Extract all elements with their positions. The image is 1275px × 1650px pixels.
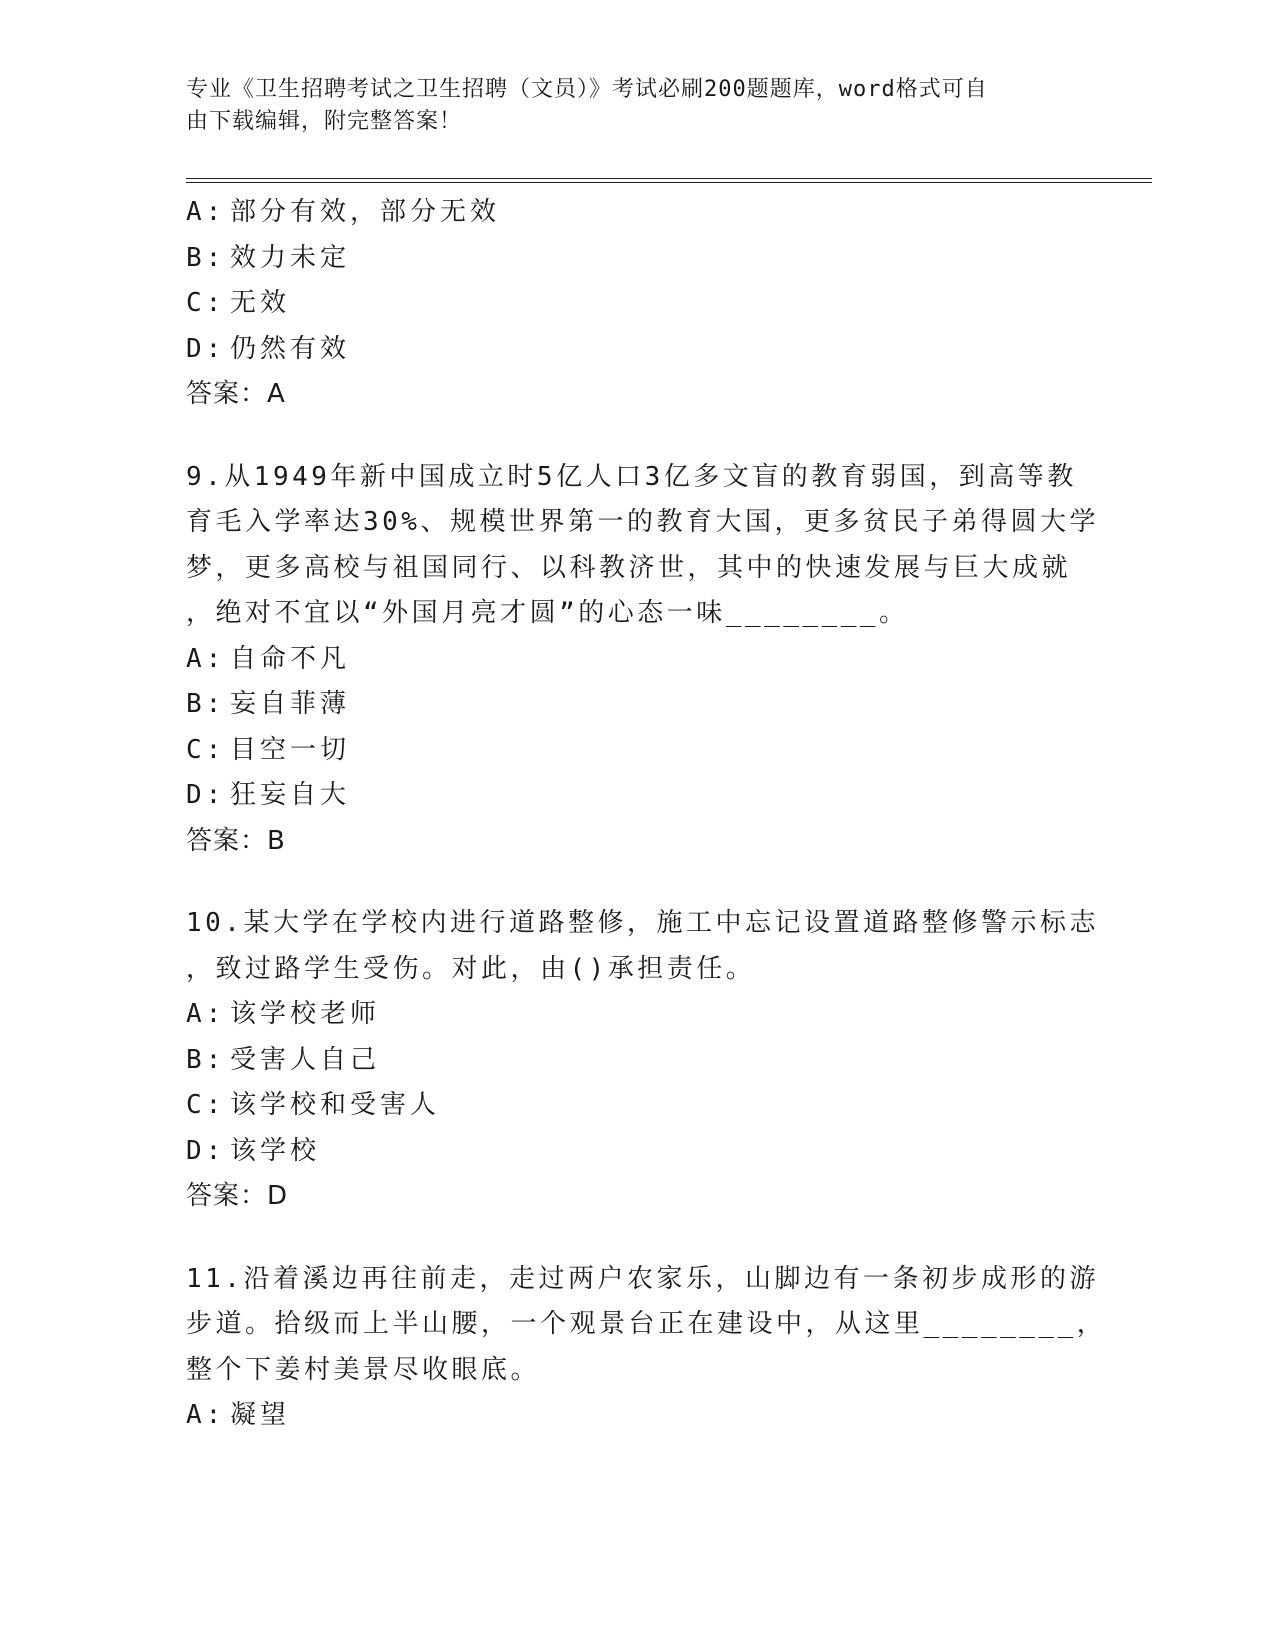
question-line: ，绝对不宜以“外国月亮才圆”的心态一味________。 [186,598,909,628]
option-key: D: [186,333,226,364]
answer-line: 答案：B [186,825,286,856]
option-text: 该学校 [230,1135,321,1166]
question-block [186,190,1086,418]
option-list [186,637,1086,819]
option-key: C: [186,1090,226,1120]
option-key: B: [186,1044,226,1075]
question-text [186,455,1099,637]
block-spacer [186,1220,1086,1257]
option-text: 效力未定 [230,242,351,273]
question-line: 10.某大学在学校内进行道路整修，施工中忘记设置道路整修警示标志 [186,908,1099,938]
option-key: D: [186,1135,226,1166]
question-line: 9.从1949年新中国成立时5亿人口3亿多文盲的教育弱国，到高等教 [186,461,1077,492]
header-line-2: 由下载编辑，附完整答案！ [186,109,463,134]
question-block [186,1257,1107,1439]
option-text: 自命不凡 [230,643,351,674]
option-c [186,1083,1086,1129]
option-text: 部分有效，部分无效 [230,197,501,227]
header-divider-top [186,178,1152,179]
option-a [186,992,1086,1038]
question-block [186,455,1099,865]
option-text: 凝望 [230,1400,291,1430]
option-key: A: [186,1400,226,1430]
question-block [186,901,1099,1220]
question-list [186,190,1107,1439]
option-c [186,728,1086,774]
option-d [186,1129,1086,1175]
option-key: B: [186,689,226,719]
question-text [186,1257,1107,1394]
block-spacer [186,864,1086,901]
question-line: 梦，更多高校与祖国同行、以科教济世，其中的快速发展与巨大成就 [186,552,1072,583]
option-key: D: [186,780,226,810]
option-key: A: [186,197,226,227]
block-spacer [186,418,1086,455]
option-d [186,773,1086,819]
option-b [186,236,1086,282]
option-text: 妄自菲薄 [230,689,351,719]
option-key: B: [186,242,226,273]
option-list [186,992,1086,1174]
option-a [186,1393,1086,1439]
option-key: A: [186,999,226,1029]
option-text: 受害人自己 [230,1044,381,1075]
question-line: 步道。拾级而上半山腰，一个观景台正在建设中，从这里________， [186,1309,1107,1339]
question-line: ，致过路学生受伤。对此，由()承担责任。 [186,953,756,984]
option-text: 仍然有效 [230,333,351,364]
option-list [186,1393,1086,1439]
option-text: 该学校老师 [230,999,381,1029]
option-text: 该学校和受害人 [230,1090,441,1120]
option-a [186,637,1086,683]
option-text: 目空一切 [230,734,351,765]
option-key: A: [186,643,226,674]
header-divider-bottom [186,182,1152,183]
question-text [186,901,1099,992]
answer-line: 答案：A [186,379,286,409]
option-text: 狂妄自大 [230,780,351,810]
answer-line: 答案：D [186,1181,289,1211]
question-line: 育毛入学率达30%、规模世界第一的教育大国，更多贫民子弟得圆大学 [186,507,1099,537]
question-line: 整个下姜村美景尽收眼底。 [186,1354,541,1385]
option-a [186,190,1086,236]
option-c [186,281,1086,327]
option-key: C: [186,288,226,318]
option-b [186,1038,1086,1084]
option-text: 无效 [230,288,291,318]
question-line: 11.沿着溪边再往前走，走过两户农家乐，山脚边有一条初步成形的游 [186,1263,1099,1294]
document-header [186,74,1086,138]
option-b [186,682,1086,728]
header-line-1: 专业《卫生招聘考试之卫生招聘（文员）》考试必刷200题题库，word格式可自 [186,77,988,102]
option-list [186,190,1086,372]
option-key: C: [186,734,226,765]
option-d [186,327,1086,373]
